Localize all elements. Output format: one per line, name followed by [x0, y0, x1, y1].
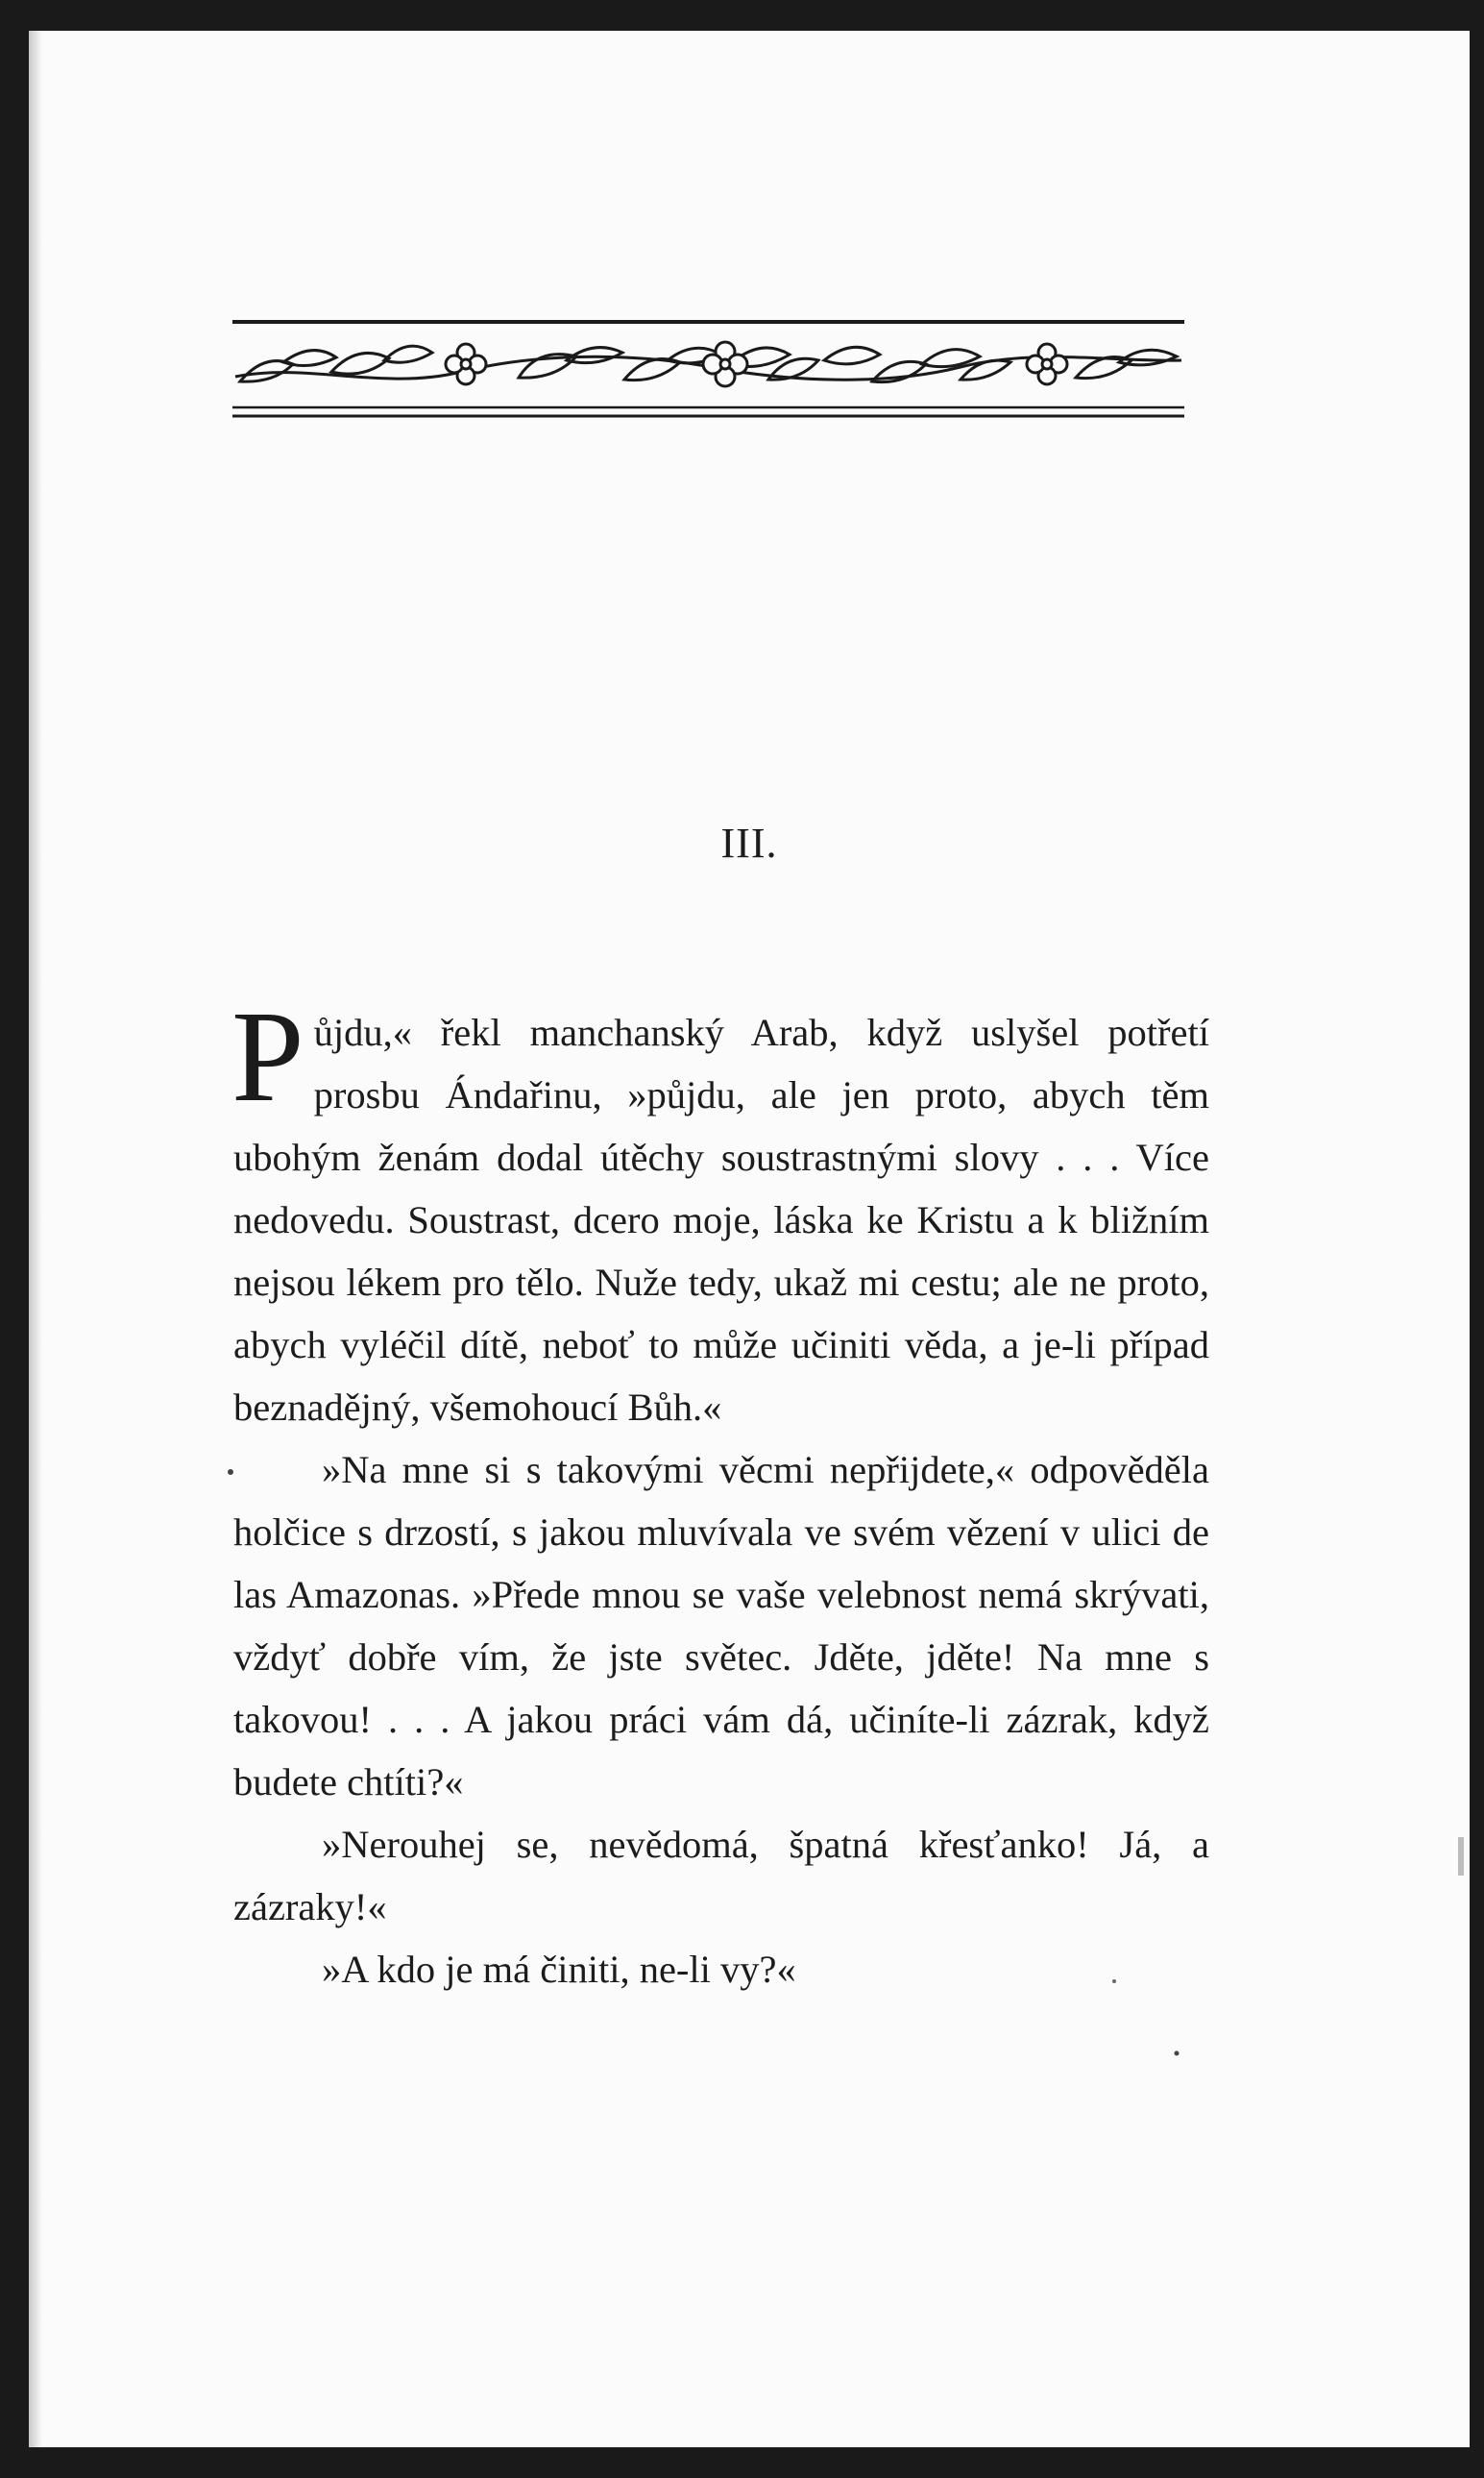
drop-cap-letter: P: [231, 985, 304, 1129]
body-text: [231, 985, 1209, 2000]
paragraph-1-text: ůjdu,« řekl manchanský Arab, když uslyšel potřetí prosbu Ándařinu, »půjdu, ale jen proto, abych těm ubohým ženám dodal útěchy soustrastnými slovy . . . Více nedovedu. Soustrast, dcero moje, láska ke Kristu a k bližním nejsou lékem pro tělo. Nuže tedy, ukaž mi cestu; ale ne proto, abych vyléčil dítě, neboť to může učiniti věda, a je-li případ beznadějný, všemohoucí Bůh.«: [233, 1011, 1209, 1429]
paragraph-3: »Nerouhej se, nevědomá, špatná křesťanko! Já, a zázraky!«: [233, 1823, 1209, 1928]
paragraph-2: »Na mne si s takovými věcmi nepřijdete,« odpověděla holčice s drzostí, s jakou mluvívala ve svém vězení v ulici de las Amazonas. »Přede mnou se vaše velebnost nemá skrývati, vždyť dobře vím, že jste světec. Jděte, jděte! Na mne s takovou! . . . A jakou práci vám dá, učiníte-li zázrak, když budete chtíti?«: [233, 1448, 1209, 1803]
floral-vine-ornament-icon: [231, 285, 1186, 429]
gutter-shadow: [29, 31, 42, 2447]
paragraph-1: [231, 985, 1209, 1438]
book-page: [29, 31, 1470, 2447]
paragraph-4: »A kdo je má činiti, ne-li vy?«: [322, 1948, 796, 1991]
chapter-heading: III.: [720, 820, 778, 867]
